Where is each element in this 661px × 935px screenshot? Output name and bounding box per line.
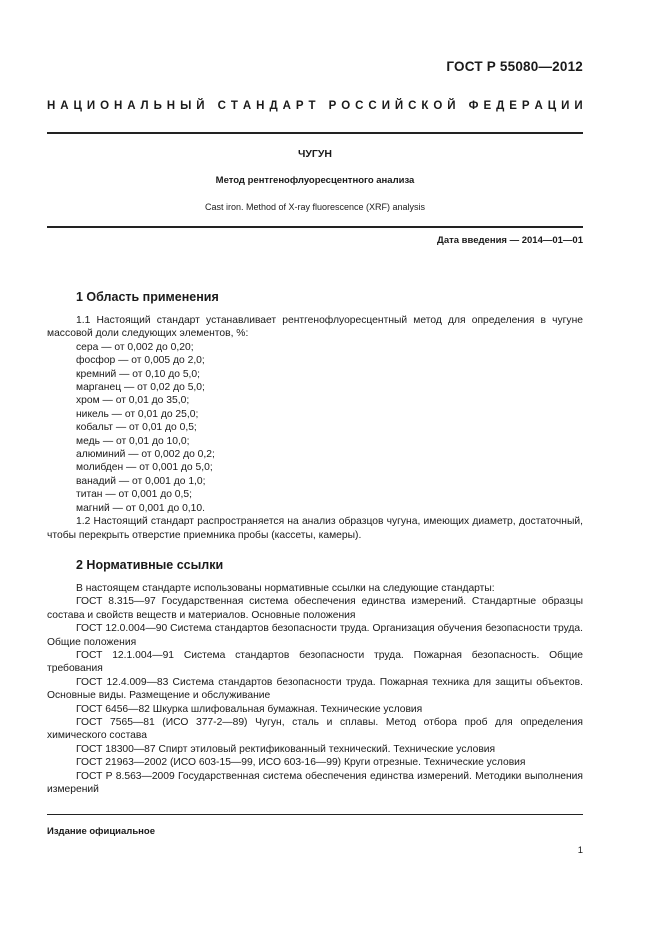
references-intro: В настоящем стандарте использованы нормативные ссылки на следующие стандарты: [76, 583, 495, 594]
element-range-item: марганец — от 0,02 до 5,0; [76, 382, 205, 394]
section-1-body [47, 314, 583, 542]
element-range-item: ванадий — от 0,001 до 1,0; [76, 475, 206, 487]
title-letter: Н [47, 100, 56, 112]
title-letter: Ы [180, 100, 192, 112]
footer-rule [47, 814, 583, 815]
title-letter: А [242, 100, 252, 112]
element-range-item: титан — от 0,001 до 0,5; [76, 489, 192, 501]
title-letter: И [574, 100, 583, 112]
title-letter: О [433, 100, 443, 112]
header-rule [47, 132, 583, 134]
edition-label: Издание официальное [47, 826, 155, 837]
reference-item: ГОСТ 12.0.004—90 Система стандартов безопасности труда. Организация обучения безопасности труда. Общие положения [47, 623, 583, 648]
page-number: 1 [577, 845, 583, 856]
element-range-item: сера — от 0,002 до 0,20; [76, 341, 194, 353]
title-letter: Ь [153, 100, 162, 112]
title-letter: А [282, 100, 291, 112]
element-range-item: молибден — от 0,001 до 5,0; [76, 462, 213, 474]
document-english-title: Cast iron. Method of X-ray fluorescence (XRF) analysis [204, 202, 426, 212]
title-letter: С [217, 100, 226, 112]
title-letter: И [561, 100, 570, 112]
document-subtitle: Метод рентгенофлуоресцентного анализа [215, 175, 415, 186]
title-letter: Т [308, 100, 316, 112]
title-letter: Й [394, 100, 404, 112]
title-rule [47, 226, 583, 228]
reference-item: ГОСТ 7565—81 (ИСО 377-2—89) Чугун, сталь и сплавы. Метод отбора проб для определения химического состава [47, 717, 583, 742]
element-range-item: кремний — от 0,10 до 5,0; [76, 368, 200, 380]
paragraph-1-2: 1.2 Настоящий стандарт распространяется на анализ образцов чугуна, имеющих диаметр, достаточный, чтобы перекрыть отверстие приемника пробы (кассеты, камеры). [47, 516, 583, 541]
title-letter: Р [328, 100, 337, 112]
title-letter: Л [140, 100, 149, 112]
title-letter-space [461, 100, 464, 112]
title-letter: С [355, 100, 364, 112]
title-letter: А [534, 100, 543, 112]
element-range-item: медь — от 0,01 до 10,0; [76, 435, 190, 447]
reference-item: ГОСТ 12.4.009—83 Система стандартов безопасности труда. Пожарная техника для защиты объектов. Основные виды. Размещение и обслуживание [47, 676, 583, 702]
title-letter-space [320, 100, 323, 112]
elements-list [47, 341, 583, 515]
reference-item: ГОСТ 12.1.004—91 Система стандартов безопасности труда. Пожарная безопасность. Общие требования [47, 650, 583, 675]
title-letter: О [100, 100, 110, 112]
element-range-item: никель — от 0,01 до 25,0; [76, 408, 199, 420]
title-letter: Ц [73, 100, 82, 112]
element-range-item: хром — от 0,01 до 35,0; [76, 395, 190, 407]
title-letter: Д [269, 100, 278, 112]
element-range-item: магний — от 0,001 до 0,10. [76, 502, 205, 514]
title-letter: Ф [468, 100, 479, 112]
paragraph-1-1: 1.1 Настоящий стандарт устанавливает рентгенофлуоресцентный метод для определения в чугуне массовой доли следующих элементов, %: [47, 315, 583, 340]
references-list [47, 595, 583, 796]
title-letter: И [381, 100, 390, 112]
title-letter: Р [295, 100, 304, 112]
title-letter: Й [196, 100, 205, 112]
title-letter: Т [230, 100, 238, 112]
title-letter-space [210, 100, 213, 112]
national-standard-title [47, 100, 583, 112]
title-letter: Ц [547, 100, 557, 112]
reference-item: ГОСТ 18300—87 Спирт этиловый ректификованный технический. Технические условия [76, 743, 496, 755]
reference-item: ГОСТ 21963—2002 (ИСО 603-15—99, ИСО 603-16—99) Круги отрезные. Технические условия [76, 757, 526, 769]
title-letter: А [60, 100, 69, 112]
title-letter: Н [256, 100, 265, 112]
introduction-date: Дата введения — 2014—01—01 [437, 235, 583, 246]
reference-item: ГОСТ 6456—82 Шкурка шлифовальная бумажная. Технические условия [76, 703, 423, 715]
section-1-heading: 1 Область применения [76, 290, 219, 304]
title-letter: Й [447, 100, 456, 112]
title-letter: Е [483, 100, 492, 112]
title-letter: О [341, 100, 351, 112]
section-2-body [47, 582, 583, 797]
title-letter: С [368, 100, 377, 112]
title-letter: А [127, 100, 136, 112]
title-letter: Н [166, 100, 176, 112]
reference-item: ГОСТ 8.315—97 Государственная система обеспечения единства измерений. Стандартные образцы состава и свойств веществ и материалов. Основные положения [47, 596, 583, 621]
title-letter: К [421, 100, 429, 112]
reference-item: ГОСТ Р 8.563—2009 Государственная система обеспечения единства измерений. Методики выполнения измерений [47, 770, 583, 796]
title-letter: С [408, 100, 417, 112]
document-name: ЧУГУН [298, 148, 332, 160]
title-letter: Р [521, 100, 530, 112]
element-range-item: фосфор — от 0,005 до 2,0; [76, 355, 205, 367]
element-range-item: алюминий — от 0,002 до 0,2; [76, 449, 215, 461]
title-letter: Е [509, 100, 517, 112]
title-letter: Д [496, 100, 505, 112]
element-range-item: кобальт — от 0,01 до 0,5; [76, 422, 197, 434]
section-2-heading: 2 Нормативные ссылки [76, 558, 224, 572]
gost-number: ГОСТ Р 55080—2012 [446, 59, 583, 74]
title-letter: Н [114, 100, 123, 112]
title-letter: И [86, 100, 96, 112]
